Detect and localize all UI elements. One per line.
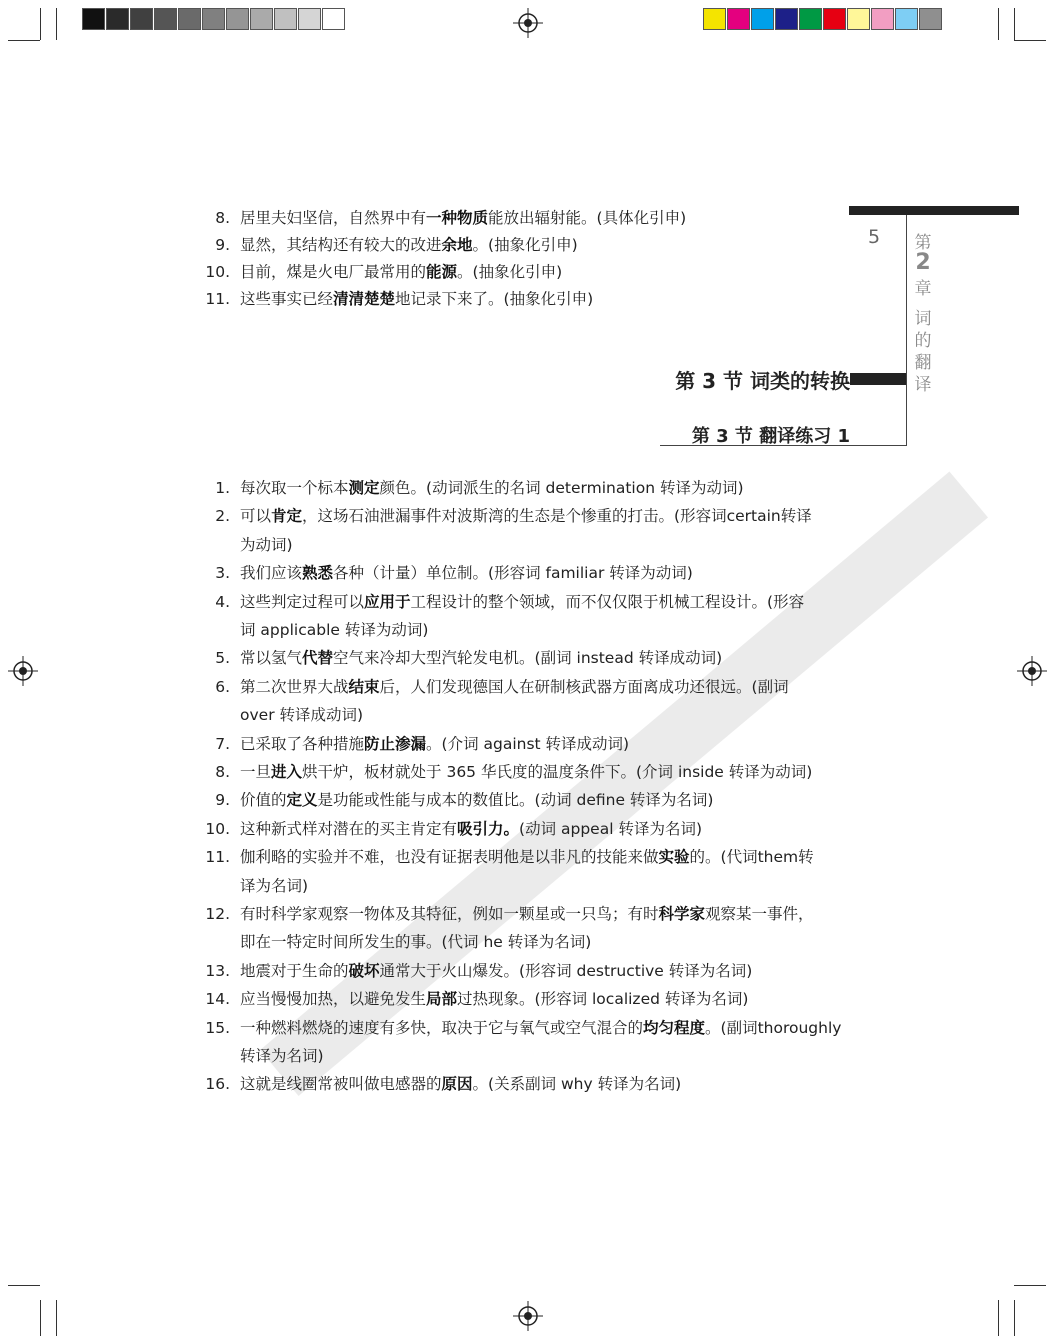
exercise-text: 我们应该熟悉各种（计量）单位制。(形容词 familiar 转译为动词) [240,564,693,583]
exercise-text: 有时科学家观察一物体及其特征，例如一颗星或一只鸟；有时科学家观察某一事件， [240,905,814,923]
color-swatch [298,8,321,30]
color-swatch [154,8,177,30]
registration-mark-icon [513,8,543,38]
side-label-char: 章 [914,279,932,299]
crop-mark [1014,1300,1015,1336]
exercise-number: 12. [205,905,230,923]
item-number: 11. [205,290,230,308]
item-text: 显然，其结构还有较大的改进余地。(抽象化引申) [240,236,578,254]
exercise-text: 地震对于生命的破坏通常大于火山爆发。(形容词 destructive 转译为名词) [240,961,753,980]
color-swatch [823,8,846,30]
crop-mark [998,1300,999,1336]
color-swatch [226,8,249,30]
color-swatch [250,8,273,30]
chapter-bar [849,206,1019,215]
side-label-char: 译 [914,375,932,395]
exercise-number: 6. [215,677,230,696]
registration-mark-icon [513,1301,543,1331]
color-swatch [106,8,129,30]
side-label-char: 翻 [914,353,932,373]
exercise-number: 14. [205,990,230,1009]
color-calibration-bar [703,8,943,30]
exercise-number: 15. [205,1018,230,1037]
item-text: 目前，煤是火电厂最常用的能源。(抽象化引申) [240,263,563,281]
item-number: 8. [215,209,230,227]
exercise-text: 已采取了各种措施防止渗漏。(介词 against 转译成动词) [240,734,630,753]
color-swatch [799,8,822,30]
crop-mark [1014,40,1046,41]
exercise-text: 伽利略的实验并不难，也没有证据表明他是以非凡的技能来做实验的。(代词them转 [240,848,814,867]
exercise-number: 4. [215,592,230,611]
item-number: 9. [215,236,230,254]
crop-mark [40,8,41,40]
exercise-number: 8. [215,763,230,781]
exercise-text: 这些判定过程可以应用于工程设计的整个领域，而不仅仅限于机械工程设计。(形容 [240,592,805,611]
color-swatch [775,8,798,30]
crop-mark [1014,1285,1046,1286]
color-swatch [751,8,774,30]
crop-mark [998,8,999,40]
exercise-text: 每次取一个标本测定颜色。(动词派生的名词 determination 转译为动词) [240,479,744,497]
color-swatch [178,8,201,30]
registration-mark-icon [8,656,38,686]
color-swatch [130,8,153,30]
color-swatch [871,8,894,30]
exercise-text: 即在一特定时间所发生的事。(代词 he 转译为名词) [240,933,592,952]
exercise-text: 这种新式样对潜在的买主肯定有吸引力。(动词 appeal 转译为名词) [240,819,702,838]
exercise-text: 这就是线圈常被叫做电感器的原因。(关系副词 why 转译为名词) [240,1075,682,1094]
subsection-title: 第 3 节 翻译练习 1 [691,426,850,447]
page-number: 5 [868,226,881,248]
registration-mark-icon [1017,656,1047,686]
exercise-number: 13. [205,961,230,980]
exercise-text: 为动词) [240,535,293,554]
exercise-text: 应当慢慢加热，以避免发生局部过热现象。(形容词 localized 转译为名词) [240,990,749,1009]
exercise-text: 可以肯定，这场石油泄漏事件对波斯湾的生态是个惨重的打击。(形容词certain转译 [240,507,812,526]
crop-mark [56,8,57,40]
exercise-text: 价值的定义是功能或性能与成本的数值比。(动词 define 转译为名词) [240,791,714,810]
color-swatch [274,8,297,30]
color-swatch [82,8,105,30]
exercise-number: 9. [215,791,230,810]
color-swatch [847,8,870,30]
exercise-number: 16. [205,1075,230,1094]
crop-mark [56,1300,57,1336]
exercise-number: 3. [215,564,230,583]
grayscale-calibration-bar [82,8,346,30]
color-swatch [703,8,726,30]
color-swatch [322,8,345,30]
exercise-number: 1. [215,479,230,497]
side-label-char: 第 [914,233,932,253]
section-title: 第 3 节 词类的转换 [675,369,850,393]
exercise-text: 第二次世界大战结束后，人们发现德国人在研制核武器方面离成功还很远。(副词 [240,677,789,696]
exercise-text: over 转译成动词) [240,706,364,725]
exercise-number: 7. [215,734,230,753]
exercise-text: 转译为名词) [240,1046,324,1065]
side-label-char: 的 [914,331,932,351]
exercise-text: 词 applicable 转译为动词) [240,620,429,639]
color-swatch [727,8,750,30]
exercise-number: 11. [205,848,230,867]
exercise-text: 常以氢气代替空气来冷却大型汽轮发电机。(副词 instead 转译成动词) [240,649,723,668]
color-swatch [919,8,942,30]
side-label-char: 词 [914,309,932,329]
exercise-number: 10. [205,819,230,838]
color-swatch [202,8,225,30]
chapter-divider [906,215,907,445]
exercise-text: 译为名词) [240,876,309,895]
crop-mark [8,1285,40,1286]
section-title-bar [850,373,906,385]
exercise-text: 一旦进入烘干炉，板材就处于 365 华氏度的温度条件下。(介词 inside 转译为动词) [240,763,813,781]
item-text: 这些事实已经清清楚楚地记录下来了。(抽象化引申) [240,290,594,308]
side-label-char: 2 [915,250,931,275]
crop-mark [1014,8,1015,40]
crop-mark [40,1300,41,1336]
exercise-number: 2. [215,507,230,526]
exercise-number: 5. [215,649,230,668]
item-number: 10. [205,263,230,281]
crop-mark [8,40,40,41]
color-swatch [895,8,918,30]
exercise-text: 一种燃料燃烧的速度有多快，取决于它与氧气或空气混合的均匀程度。(副词thoroughly [240,1018,842,1037]
item-text: 居里夫妇坚信，自然界中有一种物质能放出辐射能。(具体化引申) [240,209,687,227]
